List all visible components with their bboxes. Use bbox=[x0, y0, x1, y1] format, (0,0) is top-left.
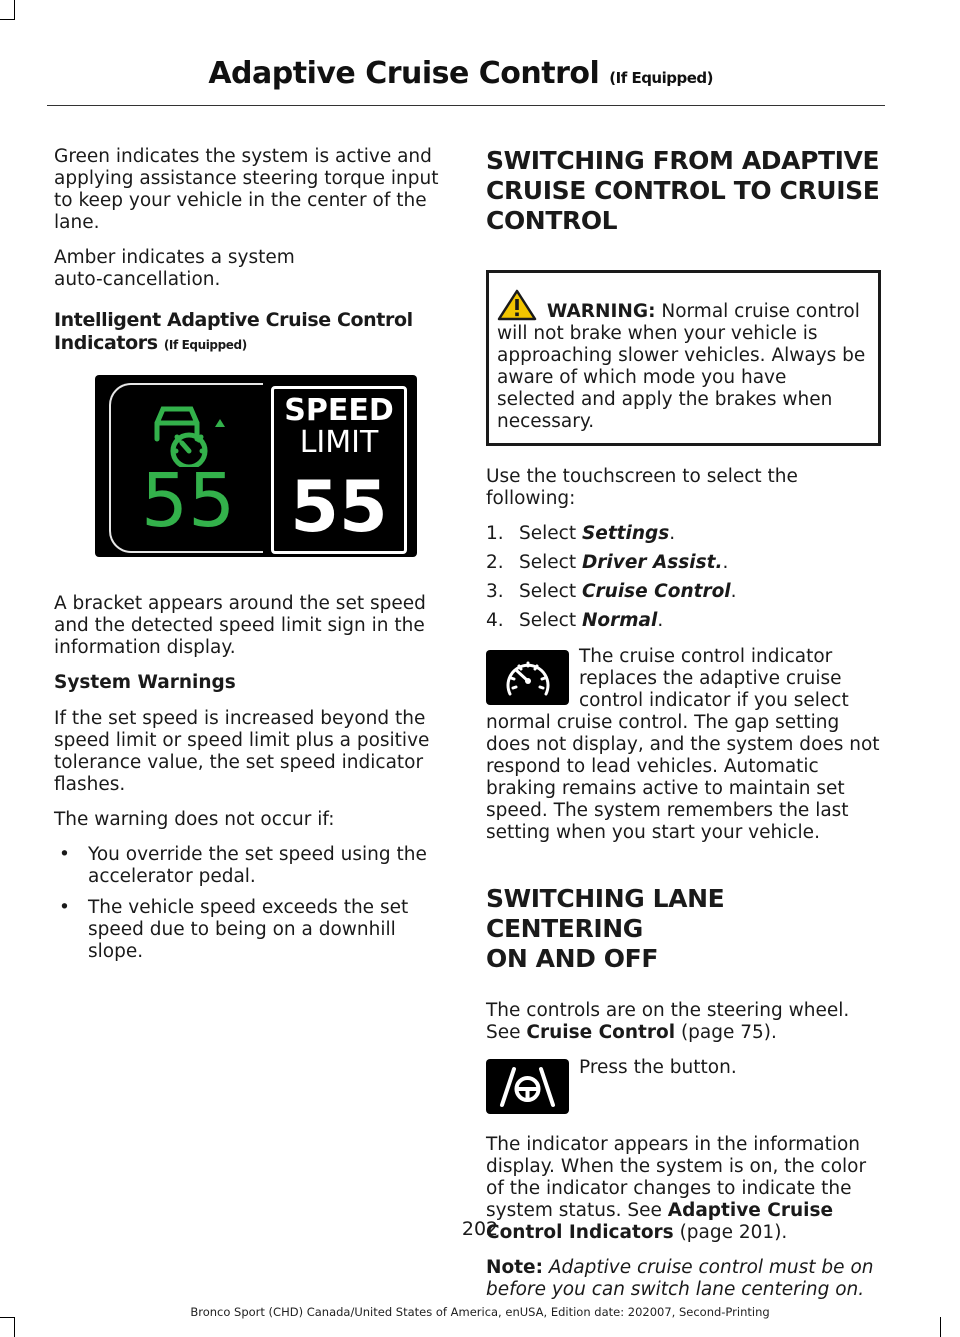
step-post: . bbox=[730, 581, 737, 602]
list-item: • You override the set speed using the accelerator pedal. bbox=[54, 844, 449, 888]
set-speed-value: 55 bbox=[141, 458, 236, 544]
heading-line: SWITCHING FROM ADAPTIVE bbox=[486, 146, 880, 175]
cross-reference-link[interactable]: Adaptive Cruise Control Indicators bbox=[486, 1200, 834, 1243]
heading-line: CRUISE CONTROL TO CRUISE bbox=[486, 176, 880, 205]
steering-wheel-lanes-icon bbox=[486, 1059, 569, 1114]
list-item bbox=[486, 552, 881, 574]
speedometer-icon bbox=[486, 650, 569, 705]
note-label: Note: bbox=[486, 1257, 543, 1278]
left-column bbox=[54, 146, 449, 972]
list-item bbox=[486, 610, 881, 632]
list-item: • The vehicle speed exceeds the set speed due to being on a downhill slope. bbox=[54, 897, 449, 963]
warning-triangle-icon bbox=[497, 289, 537, 321]
heading-line: SWITCHING LANE CENTERING bbox=[486, 884, 725, 943]
steps-list bbox=[486, 523, 881, 632]
paragraph: The warning does not occur if: bbox=[54, 809, 335, 830]
paragraph: A bracket appears around the set speed and the detected speed limit sign in the information display. bbox=[54, 593, 426, 658]
section-subtitle bbox=[54, 309, 449, 357]
subtitle-suffix: (If Equipped) bbox=[163, 338, 247, 352]
cross-reference-link[interactable]: Cruise Control bbox=[526, 1022, 676, 1043]
paragraph: Use the touchscreen to select the following: bbox=[486, 466, 798, 509]
warning-label: WARNING: bbox=[546, 301, 656, 322]
step-item: Normal bbox=[581, 610, 658, 631]
step-item: Settings bbox=[581, 523, 670, 544]
paragraph: Amber indicates a system auto-cancellation. bbox=[54, 247, 295, 290]
header-title-text: Adaptive Cruise Control bbox=[208, 56, 600, 91]
step-number: 4. bbox=[486, 610, 504, 631]
step-number: 2. bbox=[486, 552, 504, 573]
paragraph bbox=[486, 1000, 881, 1044]
list-item bbox=[486, 581, 881, 603]
text-span: The indicator appears in the information display. When the system is on, the color of the indicator changes to indicate the system status. See bbox=[486, 1134, 867, 1221]
note bbox=[486, 1257, 881, 1301]
page-number: 202 bbox=[461, 1218, 499, 1240]
note-text: Adaptive cruise control must be on before you can switch lane centering on. bbox=[486, 1257, 874, 1300]
adaptive-cruise-icon bbox=[147, 397, 257, 467]
step-text: Select bbox=[519, 610, 582, 631]
speed-limit-sign bbox=[271, 386, 407, 554]
lane-centering-button-icon bbox=[486, 1059, 569, 1114]
text-span: The controls are on the steering wheel. See bbox=[486, 1000, 850, 1043]
warning-conditions-list bbox=[54, 844, 449, 963]
step-text: Select bbox=[519, 552, 582, 573]
cruise-indicator-block bbox=[486, 646, 881, 844]
warning-text: Normal cruise control will not brake when your vehicle is approaching slower vehicles. Always be aware of which mode you have selected and apply the brakes when necessary. bbox=[497, 301, 866, 432]
page-footer: Bronco Sport (CHD) Canada/United States of America, enUSA, Edition date: 202007, Second-Printing bbox=[190, 1305, 770, 1319]
list-item bbox=[486, 523, 881, 545]
header-rule bbox=[47, 105, 885, 106]
step-post: . bbox=[657, 610, 664, 631]
cruise-control-icon bbox=[486, 650, 569, 705]
section-heading bbox=[486, 146, 881, 236]
crop-mark bbox=[14, 0, 15, 20]
subtitle-text: Intelligent Adaptive Cruise Control Indicators bbox=[54, 309, 413, 354]
warning-box bbox=[486, 270, 881, 446]
step-number: 1. bbox=[486, 523, 504, 544]
text-span: (page 201). bbox=[673, 1222, 788, 1243]
text-span: (page 75). bbox=[675, 1022, 777, 1043]
paragraph: Green indicates the system is active and applying assistance steering torque input to keep your vehicle in the center of the lane. bbox=[54, 146, 439, 233]
right-column bbox=[486, 146, 881, 1314]
crop-mark bbox=[940, 1317, 941, 1337]
step-item: Cruise Control bbox=[581, 581, 731, 602]
step-post: . bbox=[669, 523, 676, 544]
lane-centering-block bbox=[486, 1057, 881, 1118]
sign-limit-label: LIMIT bbox=[299, 425, 379, 460]
cluster-display-image bbox=[95, 375, 417, 557]
crop-mark bbox=[0, 19, 15, 20]
sign-speed-value: 55 bbox=[290, 466, 388, 548]
heading-line: CONTROL bbox=[486, 206, 618, 235]
crop-mark bbox=[14, 1317, 15, 1337]
sign-speed-label: SPEED bbox=[284, 393, 394, 428]
heading-line: ON AND OFF bbox=[486, 944, 659, 973]
paragraph: The cruise control indicator replaces the adaptive cruise control indicator if you select normal cruise control. The gap setting does not display, and the system does not respond to lead vehicles. Automatic braking remains active to maintain set speed. The system remembers the last setting when you start your vehicle. bbox=[486, 646, 880, 843]
step-item: Driver Assist. bbox=[581, 552, 723, 573]
paragraph: Press the button. bbox=[579, 1057, 737, 1078]
step-post: . bbox=[722, 552, 729, 573]
system-warnings-heading: System Warnings bbox=[54, 672, 236, 693]
section-heading bbox=[486, 884, 881, 974]
header-title-suffix: (If Equipped) bbox=[609, 69, 713, 87]
step-text: Select bbox=[519, 523, 582, 544]
step-text: Select bbox=[519, 581, 582, 602]
page-header-title bbox=[208, 56, 713, 91]
step-number: 3. bbox=[486, 581, 504, 602]
paragraph: If the set speed is increased beyond the speed limit or speed limit plus a positive tolerance value, the set speed indicator flashes. bbox=[54, 708, 430, 795]
